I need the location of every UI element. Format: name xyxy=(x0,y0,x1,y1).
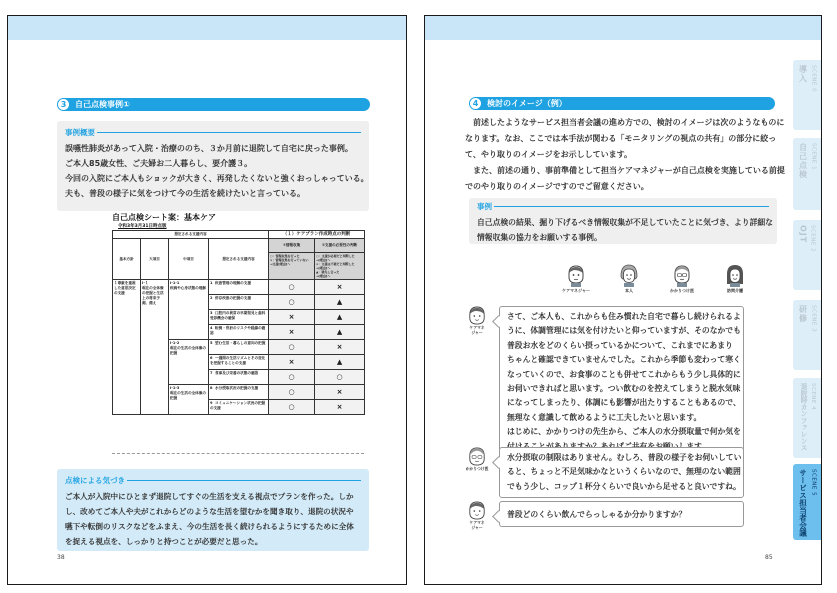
speech-bubble xyxy=(499,501,744,527)
awareness-box xyxy=(57,469,369,551)
awareness-line: 嚥下や転倒のリスクなどをふまえ、今の生活を長く続けられるようにするために全体 xyxy=(65,522,354,531)
page-top-band xyxy=(8,16,406,40)
awareness-line: し、改めてご本人や夫がこれからどのような生活を望むかを聞き取り、退院の状況や xyxy=(65,507,354,516)
tab-scene-2[interactable] xyxy=(793,220,821,290)
tab-label: 導入 xyxy=(798,65,808,83)
info-mark: ○ xyxy=(269,280,315,295)
mid-item-cell: Ⅰ-1-1 疾病や心身状態の理解 xyxy=(169,280,209,340)
tab-scene-0[interactable] xyxy=(793,60,821,130)
tab-scene: SCENE 1 xyxy=(810,143,817,171)
speaker-label: ケアマネ ジャー xyxy=(469,325,485,335)
section-number: 3 xyxy=(58,99,69,110)
info-mark: × xyxy=(269,325,315,340)
tab-scene: SCENE 4 xyxy=(810,383,816,411)
speech-line: 無理なく意識して飲めるように工夫したいと思います。 xyxy=(507,412,702,422)
info-mark: × xyxy=(269,355,315,370)
participant-care-manager xyxy=(558,264,594,294)
info-mark: ○ xyxy=(269,400,315,415)
content-cell: 5 望む生活・暮らしの意向の把握 xyxy=(209,340,269,355)
case-line: 情報収集の協力をお願いする事例。 xyxy=(477,233,602,242)
speaker xyxy=(465,306,489,335)
col-header: 大項目 xyxy=(141,239,169,280)
speech-line: お伺いできればと思います。つい飲むのを控えてしまうと脱水気味 xyxy=(507,384,741,394)
left-page xyxy=(7,15,407,585)
col-note: ○：支援が必要だと判断した →[理由]へ ×：支援は不要だと判断した →[理由]へ ▲：要先し合った →[理由]へ xyxy=(315,253,365,280)
care-manager-avatar-icon xyxy=(468,306,486,326)
info-mark: ○ xyxy=(269,385,315,400)
speech-line: なっていくので、お食事のことも併せてこれからもう少し具体的に xyxy=(507,369,741,379)
section-header-3 xyxy=(57,98,370,111)
participant-home-care xyxy=(717,264,753,294)
awareness-title: 点検による気づき xyxy=(65,475,361,486)
self-check-table xyxy=(112,230,365,415)
tab-scene-4[interactable] xyxy=(793,378,821,458)
case-line: 自己点検の結果、掘り下げるべき情報収集が不足していたことに気づき、より詳細な xyxy=(477,218,773,227)
participant-label: かかりつけ医 xyxy=(670,288,694,293)
speech-bubble xyxy=(499,306,744,458)
col-header: ②支援の必要性の判断 xyxy=(315,239,365,253)
case-summary-box xyxy=(57,121,369,211)
tab-scene-1[interactable] xyxy=(793,138,821,210)
speech-line: になってしまったり、体調にも影響が出たりすることもあるので、 xyxy=(507,398,741,408)
case-summary-line: 今回の入院にご本人もショックが大きく、再発したくないと強くおっしゃっている。 xyxy=(65,174,369,183)
right-page xyxy=(424,15,822,585)
content-cell: 4 転倒・骨折のリスクや経緯の確認 xyxy=(209,325,269,340)
need-mark: ▲ xyxy=(315,295,365,310)
col-header: 想定される支援内容 xyxy=(209,239,269,280)
tab-scene: SCENE 5 xyxy=(810,469,817,497)
speech-line: 普段お水をどのくらい摂っているかについて、これまでにあまり xyxy=(507,340,733,350)
table-cut-line xyxy=(112,453,364,457)
case-summary-line: 夫も、普段の様子に気をつけて今の生活を続けたいと言っている。 xyxy=(65,189,305,198)
section-number: 4 xyxy=(470,98,481,109)
tab-scene-3[interactable] xyxy=(793,300,821,370)
speech-line: 普段どのくらい飲んでらっしゃるか分かりますか？ xyxy=(507,510,687,519)
mid-item-cell: Ⅰ-1-2 現在の生活の全体像の把握 xyxy=(169,340,209,385)
content-cell: 2 併存疾患の把握の支援 xyxy=(209,295,269,310)
tab-label: 自己点検 xyxy=(798,143,808,179)
case-summary-line: ご本人85歳女性、ご夫婦お二人暮らし、要介護３。 xyxy=(65,159,253,168)
tab-label: 研修 xyxy=(798,305,808,323)
elderly-woman-avatar-icon xyxy=(619,264,639,287)
care-manager-avatar-icon xyxy=(566,264,586,287)
need-mark: ▲ xyxy=(315,355,365,370)
section-header-4 xyxy=(469,97,775,110)
case-summary-title: 事例概要 xyxy=(65,127,361,138)
page-number: 85 xyxy=(765,554,773,561)
mid-item-cell: Ⅰ-1-3 現在の生活の全体像の把握 xyxy=(169,385,209,415)
need-mark: ▲ xyxy=(315,325,365,340)
basic-policy-cell: １尊厳を重視した意思決定の支援 xyxy=(113,280,141,415)
col-note: ○：情報収集を行った ×：情報収集を行っていない →支援[理由]へ xyxy=(269,253,315,280)
home-care-worker-avatar-icon xyxy=(725,264,745,287)
need-mark: × xyxy=(315,340,365,355)
intro-line: て、やり取りのイメージをお示ししています。 xyxy=(465,150,632,159)
info-mark: ○ xyxy=(269,370,315,385)
check-header: （１）ケアプラン作成時点の判断 xyxy=(269,231,365,239)
doctor-avatar-icon xyxy=(468,447,486,467)
content-cell: 3 口腔内の異常の早期発見と歯科受診機会の確保 xyxy=(209,310,269,325)
col-header: ①情報収集 xyxy=(269,239,315,253)
speaker xyxy=(465,501,489,530)
info-mark: × xyxy=(269,310,315,325)
col-header: 基本方針 xyxy=(113,239,141,280)
participant-client xyxy=(611,264,647,294)
doctor-avatar-icon xyxy=(672,264,692,287)
group-header: 想定される支援内容 xyxy=(113,231,269,239)
content-cell: 9 コミュニケーション状況の把握の支援 xyxy=(209,400,269,415)
info-mark: ○ xyxy=(269,340,315,355)
participant-label: 本人 xyxy=(625,288,633,293)
participant-doctor xyxy=(664,264,700,294)
need-mark: × xyxy=(315,400,365,415)
participant-label: ケアマネジャー xyxy=(562,288,590,293)
participant-label: 訪問介護 xyxy=(727,288,743,293)
speech-bubble xyxy=(499,447,744,498)
tab-label: OJT xyxy=(798,225,808,244)
tab-label: サービス担当者会議 xyxy=(798,469,808,537)
section-title: 検討のイメージ（例） xyxy=(487,99,567,108)
tab-scene: SCENE 2 xyxy=(809,225,816,253)
intro-line: でのやり取りのイメージですのでご留意ください。 xyxy=(465,182,649,191)
speech-line: うに、体調管理には気を付けたいと仰っていますが、そのなかでも xyxy=(507,326,741,336)
dialogue-item xyxy=(465,306,744,458)
tab-label: 退院時カンファレンス xyxy=(799,383,807,451)
speech-line: はじめに、かかりつけの先生から、ご本人の水分摂取量で何か気を xyxy=(507,427,741,437)
content-cell: 6 一週間の生活リズムとその変化を把握することの支援 xyxy=(209,355,269,370)
content-cell: 7 食事及び栄養の状態の確認 xyxy=(209,370,269,385)
section-title: 自己点検事例① xyxy=(75,100,130,109)
participants xyxy=(558,264,753,294)
dialogue-item xyxy=(465,501,744,530)
need-mark: × xyxy=(315,385,365,400)
need-mark: × xyxy=(315,280,365,295)
speech-line: でもう少し、コップ１杯分くらいで良いから足せると良いですね。 xyxy=(507,481,741,491)
content-cell: 1 疾患管理の理解の支援 xyxy=(209,280,269,295)
tab-scene: SCENE 0 xyxy=(810,65,817,93)
speaker-label: かかりつけ医 xyxy=(465,466,489,471)
intro-line: なります。なお、ここでは本手法が関わる「モニタリングの視点の共有」の部分に絞っ xyxy=(465,134,777,143)
need-mark: ▲ xyxy=(315,310,365,325)
speech-line: 水分摂取の制限はありません。むしろ、普段の様子をお伺いしてい xyxy=(507,453,742,462)
speech-line: ちゃんと確認できていませんでした。これから季節も変わって寒く xyxy=(507,355,741,365)
speaker xyxy=(465,447,489,472)
case-summary-line: 誤嚥性肺炎があって入院・治療ののち、３か月前に退院して自宅に戻った事例。 xyxy=(65,144,353,153)
content-cell: 8 水分摂取状況の把握の支援 xyxy=(209,385,269,400)
page-number: 38 xyxy=(57,554,65,561)
tab-scene-5[interactable] xyxy=(793,464,821,540)
case-title: 事例 xyxy=(477,201,769,212)
page-top-band xyxy=(425,16,821,40)
dialogue-item xyxy=(465,447,744,498)
sheet-title: 自己点検シート案：基本ケア xyxy=(112,213,216,222)
need-mark: ○ xyxy=(315,370,365,385)
intro-line: 前述したようなサービス担当者会議の進め方での、検討のイメージは次のようなものに xyxy=(465,118,785,127)
speech-line: ると、ちょっと不足気味かなというくらいなので、無理のない範囲 xyxy=(507,467,741,477)
self-check-sheet xyxy=(112,212,364,415)
info-mark: ○ xyxy=(269,295,315,310)
speaker-label: ケアマネ ジャー xyxy=(469,520,485,530)
speech-line: さて、ご本人も、これからも住み慣れた自宅で暮らし続けられるよ xyxy=(507,312,741,321)
intro-line: また、前述の通り、事前準備として担当ケアマネジャーが自己点検を実施している前提 xyxy=(465,166,785,175)
tab-scene: SCENE 3 xyxy=(810,305,817,333)
awareness-line: ご本人が入院中にひとまず退院してすぐの生活を支える視点でプランを作った。しか xyxy=(65,492,354,501)
case-box xyxy=(469,198,777,244)
sheet-date: 令和3年3月31日時点版 xyxy=(118,224,167,229)
col-header: 中項目 xyxy=(169,239,209,280)
care-manager-avatar-icon xyxy=(468,501,486,521)
awareness-line: を捉える視点を、しっかりと持つことが必要だと思った。 xyxy=(65,537,263,546)
major-item-cell: Ⅰ-１ 現在の全体像の把握と生活上の将来予測、備え xyxy=(141,280,169,415)
